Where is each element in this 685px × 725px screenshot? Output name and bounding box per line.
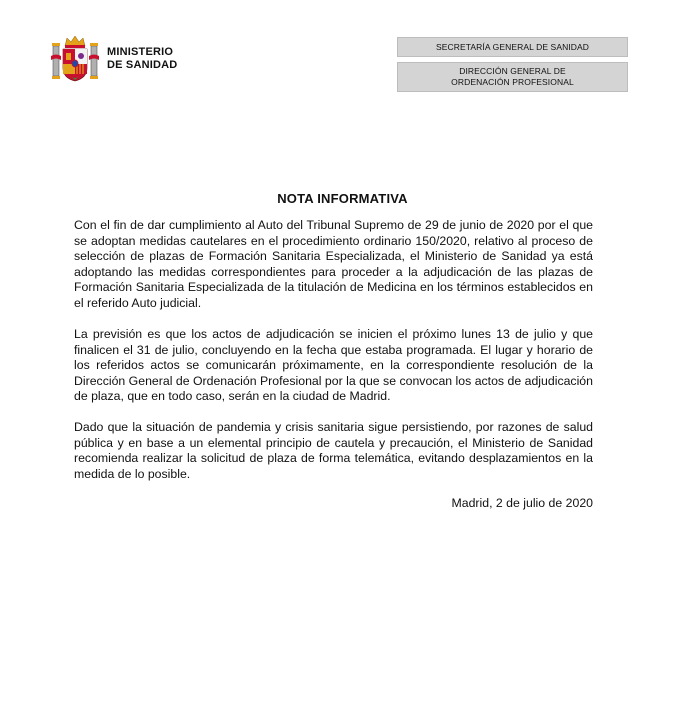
ministry-name-line-2: DE SANIDAD — [107, 59, 178, 71]
signoff-date: Madrid, 2 de julio de 2020 — [451, 496, 593, 510]
secretaria-general-box — [397, 37, 628, 57]
direccion-general-line-1: DIRECCIÓN GENERAL DE — [459, 66, 566, 76]
secretaria-general-label: SECRETARÍA GENERAL DE SANIDAD — [435, 41, 590, 52]
paragraph-2: La previsión es que los actos de adjudicación se inicien el próximo lunes 13 de julio y que finalicen el 31 de julio, concluyendo en la fecha que estaba programada. El lugar y horario de los referidos actos se comunicarán próximamente, en la correspondiente resolución de la Dirección General de Ordenación Profesional por la que se convocan los actos de adjudicación de plaza, que en todo caso, serán en la ciudad de Madrid. — [74, 327, 593, 403]
direccion-general-box — [397, 62, 628, 92]
coat-of-arms-icon — [50, 34, 100, 84]
ministry-name — [107, 46, 177, 72]
ministry-logo — [50, 34, 177, 84]
direccion-general-line-2: ORDENACIÓN PROFESIONAL — [451, 77, 574, 87]
paragraph-1: Con el fin de dar cumplimiento al Auto del Tribunal Supremo de 29 de junio de 2020 por el que se adoptan medidas cautelares en el procedimiento ordinario 150/2020, relativo al proceso de selección de plazas de Formación Sanitaria Especializada, el Ministerio de Sanidad ya está adoptando las medidas correspondientes para proceder a la adjudicación de las plazas de Formación Sanitaria Especializada de la titulación de Medicina en los términos establecidos en el referido Auto judicial. — [74, 218, 593, 310]
ministry-name-line-1: MINISTERIO — [107, 46, 174, 58]
document-title: NOTA INFORMATIVA — [277, 191, 408, 206]
paragraph-3: Dado que la situación de pandemia y crisis sanitaria sigue persistiendo, por razones de salud pública y en base a un elemental principio de cautela y precaución, el Ministerio de Sanidad recomienda realizar la solicitud de plaza de forma telemática, evitando desplazamientos en la medida de lo posible. — [74, 420, 593, 481]
